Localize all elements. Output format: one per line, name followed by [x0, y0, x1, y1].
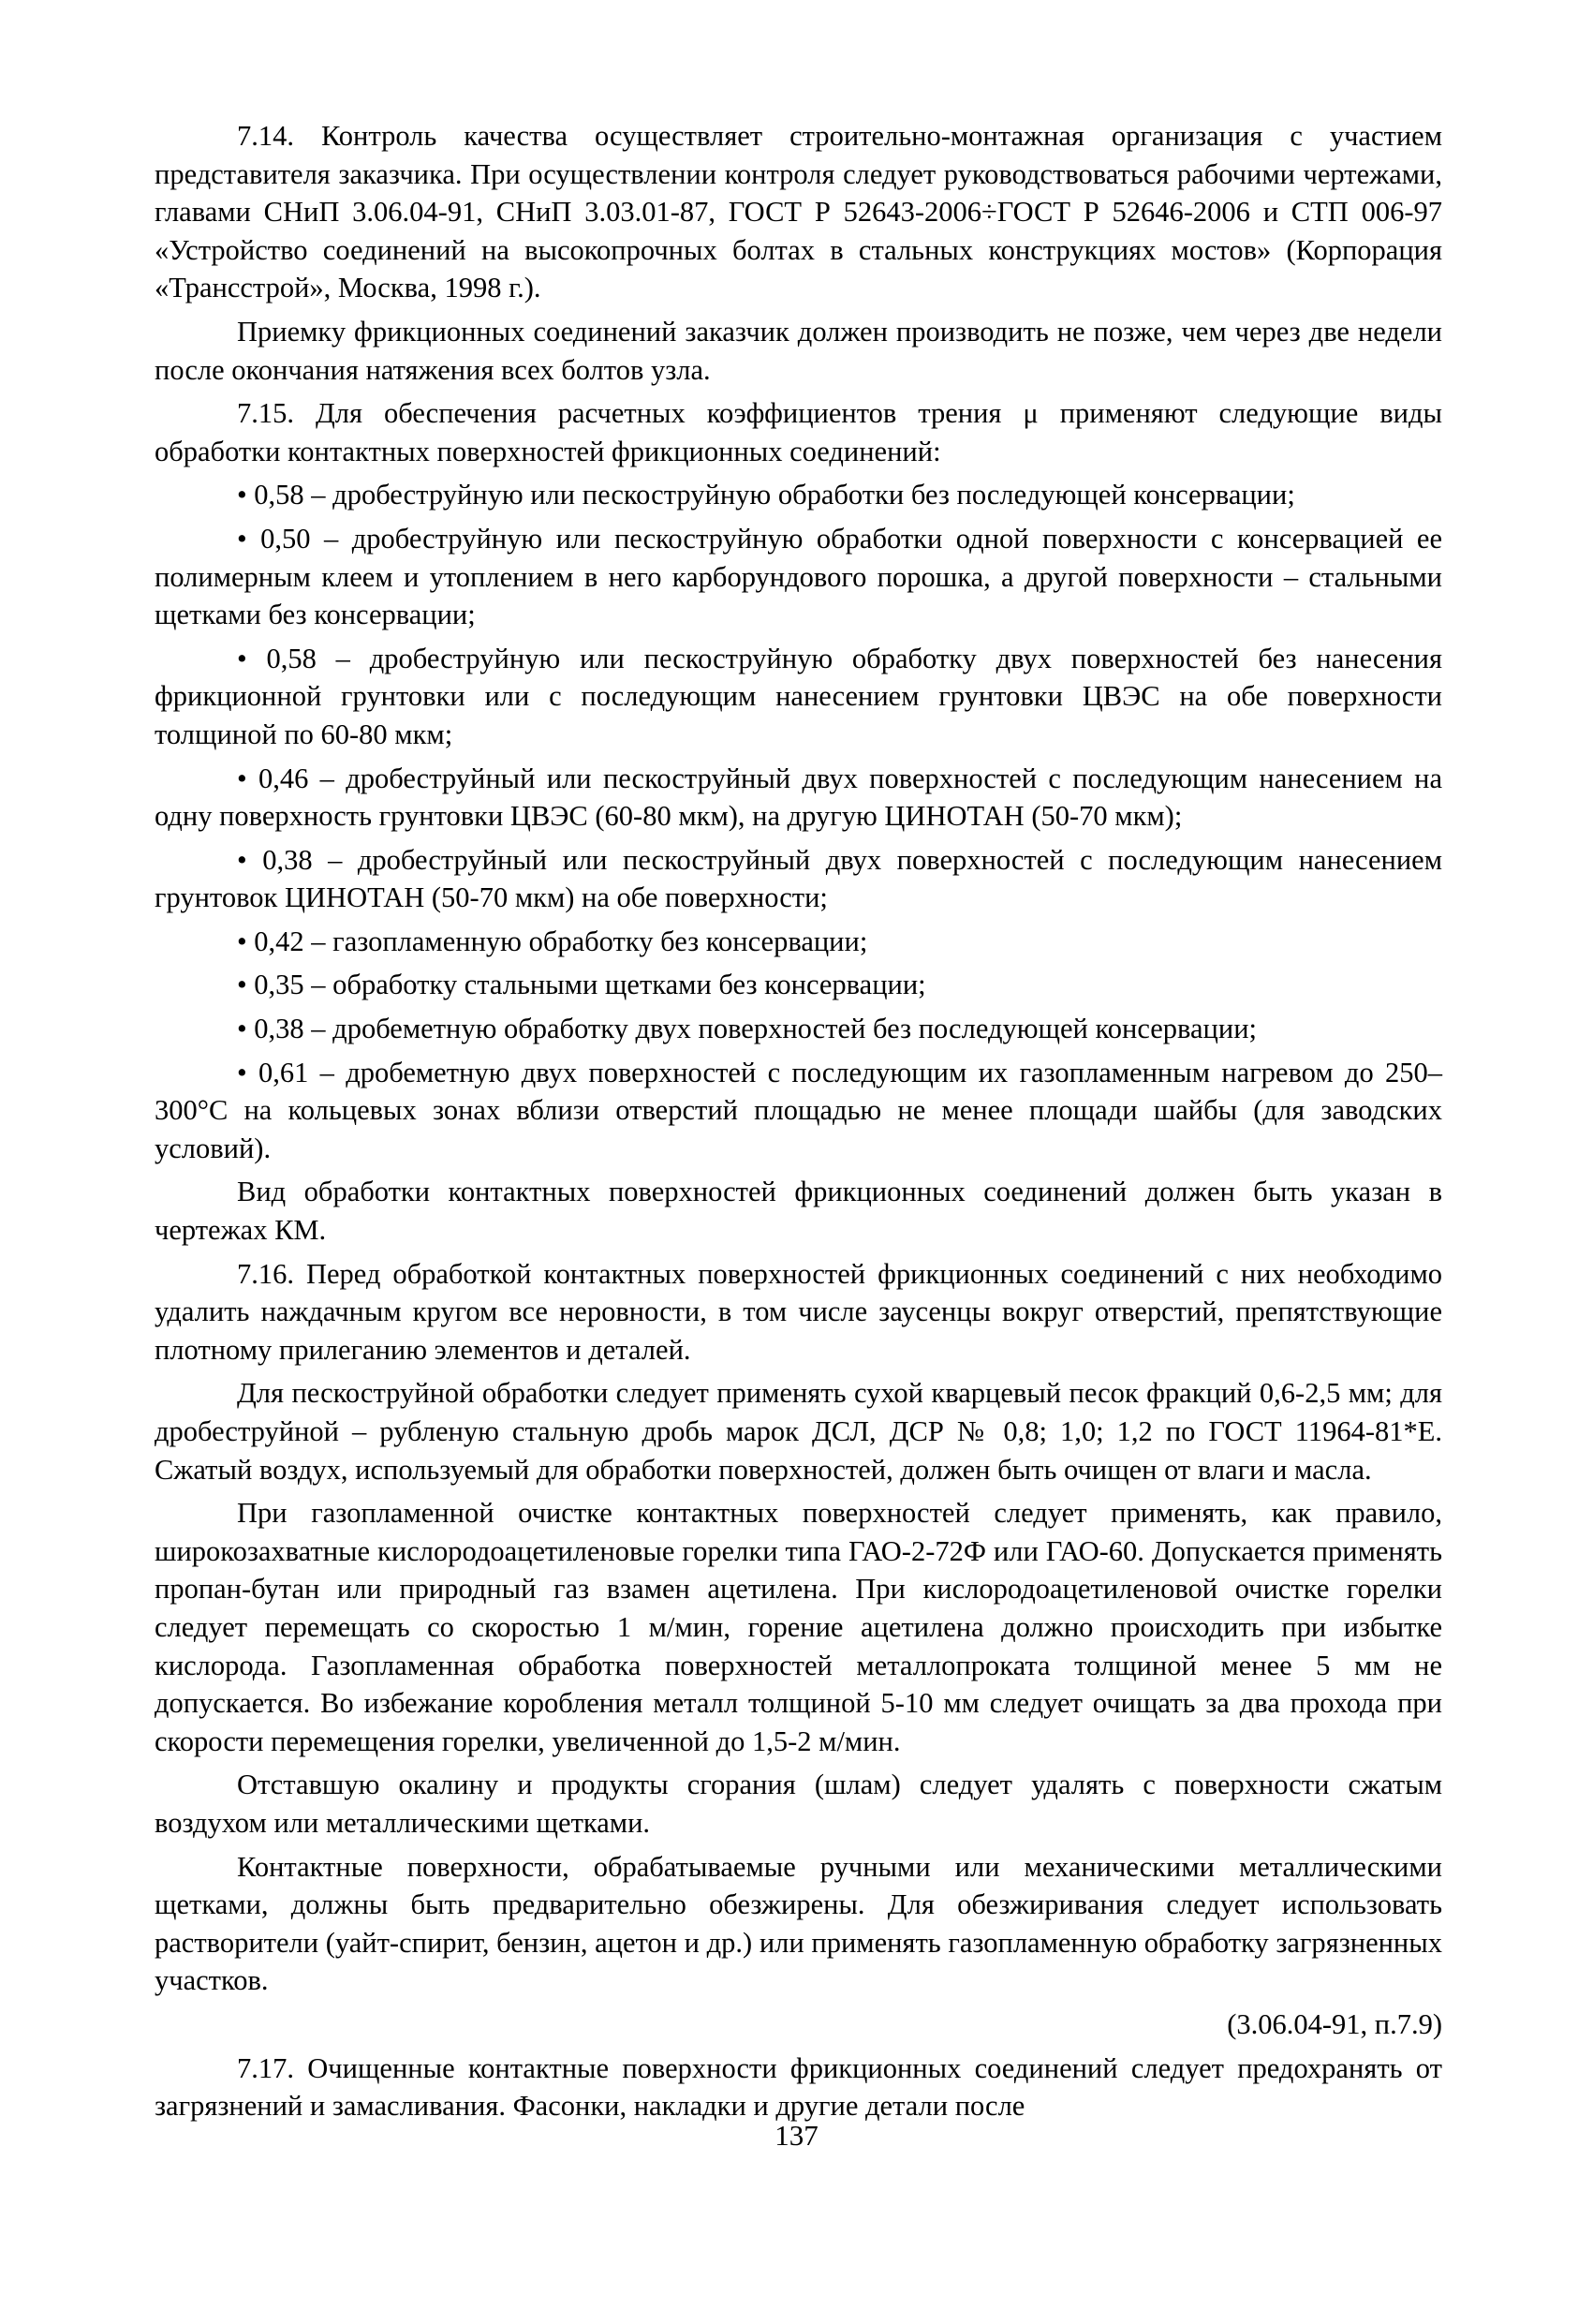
paragraph-7-15: 7.15. Для обеспечения расчетных коэффициентов трения μ применяют следующие виды обработки контактных поверхностей фрикционных соединений: [155, 397, 1442, 467]
paragraph-7-14: 7.14. Контроль качества осуществляет строительно-монтажная организация с участием представителя заказчика. При осуществлении контроля следует руководствоваться рабочими чертежами, главами СНиП 3.06.04-91, СНиП 3.03.01-87, ГОСТ Р 52643-2006÷ГОСТ Р 52646-2006 и СТП 006-97 «Устройство соединений на высокопрочных болтах в стальных конструкциях мостов» (Корпорация «Трансстрой», Москва, 1998 г.). [155, 120, 1442, 304]
list-item: • 0,42 – газопламенную обработку без консервации; [237, 925, 868, 957]
list-item: • 0,35 – обработку стальными щетками без консервации; [237, 969, 926, 1001]
list-item: • 0,46 – дробеструйный или пескоструйный двух поверхностей с последующим нанесением на одну поверхность грунтовки ЦВЭС (60-80 мкм), на другую ЦИНОТАН (50-70 мкм); [155, 762, 1442, 833]
paragraph-km-drawings: Вид обработки контактных поверхностей фрикционных соединений должен быть указан в чертежах КМ. [155, 1176, 1442, 1247]
paragraph-gas-flame: При газопламенной очистке контактных поверхностей следует применять, как правило, широкозахватные кислородоацетиленовые горелки типа ГАО-2-72Ф или ГАО-60. Допускается применять пропан-бутан или природный газ взамен ацетилена. При кислородоацетиленовой очистке горелки следует перемещать со скоростью 1 м/мин, горение ацетилена должно происходить при избытке кислорода. Газопламенная обработка поверхностей металлопроката толщиной менее 5 мм не допускается. Во избежание коробления металл толщиной 5-10 мм следует очищать за два прохода при скорости перемещения горелки, увеличенной до 1,5-2 м/мин. [155, 1497, 1442, 1757]
list-item: • 0,38 – дробеструйный или пескоструйный двух поверхностей с последующим нанесением грунтовок ЦИНОТАН (50-70 мкм) на обе поверхности; [155, 843, 1442, 914]
paragraph-scale-removal: Отставшую окалину и продукты сгорания (шлам) следует удалять с поверхности сжатым воздухом или металлическими щетками. [155, 1769, 1442, 1839]
paragraph-7-17: 7.17. Очищенные контактные поверхности фрикционных соединений следует предохранять от загрязнений и замасливания. Фасонки, накладки и другие детали после [155, 2051, 1442, 2123]
reference-note: (3.06.04-91, п.7.9) [1227, 2007, 1442, 2040]
paragraph-7-16: 7.16. Перед обработкой контактных поверхностей фрикционных соединений с них необходимо удалить наждачным кругом все неровности, в том числе заусенцы вокруг отверстий, препятствующие плотному прилеганию элементов и деталей. [155, 1257, 1442, 1366]
list-item: • 0,58 – дробеструйную или пескоструйную обработки без последующей консервации; [237, 479, 1295, 511]
document-body [155, 117, 1442, 2125]
list-item: • 0,58 – дробеструйную или пескоструйную обработку двух поверхностей без нанесения фрикционной грунтовки или с последующим нанесением грунтовки ЦВЭС на обе поверхности толщиной по 60-80 мкм; [155, 642, 1442, 750]
page-number: 137 [774, 2119, 819, 2152]
paragraph-acceptance: Приемку фрикционных соединений заказчик должен производить не позже, чем через две недели после окончания натяжения всех болтов узла. [155, 315, 1442, 386]
list-item: • 0,61 – дробеметную двух поверхностей с последующим их газопламенным нагревом до 250–300°С на кольцевых зонах вблизи отверстий площадью не менее площади шайбы (для заводских условий). [155, 1056, 1442, 1164]
paragraph-sandblasting: Для пескоструйной обработки следует применять сухой кварцевый песок фракций 0,6-2,5 мм; для дробеструйной – рубленую стальную дробь марок ДСЛ, ДСР № 0,8; 1,0; 1,2 по ГОСТ 11964-81*Е. Сжатый воздух, используемый для обработки поверхностей, должен быть очищен от влаги и масла. [155, 1377, 1442, 1486]
list-item: • 0,38 – дробеметную обработку двух поверхностей без последующей консервации; [237, 1013, 1257, 1045]
list-item: • 0,50 – дробеструйную или пескоструйную обработки одной поверхности с консервацией ее полимерным клеем и утоплением в него карборундового порошка, а другой поверхности – стальными щетками без консервации; [155, 522, 1442, 631]
paragraph-degreasing: Контактные поверхности, обрабатываемые ручными или механическими металлическими щетками, должны быть предварительно обезжирены. Для обезжиривания следует использовать растворители (уайт-спирит, бензин, ацетон и др.) или применять газопламенную обработку загрязненных участков. [155, 1850, 1442, 1997]
